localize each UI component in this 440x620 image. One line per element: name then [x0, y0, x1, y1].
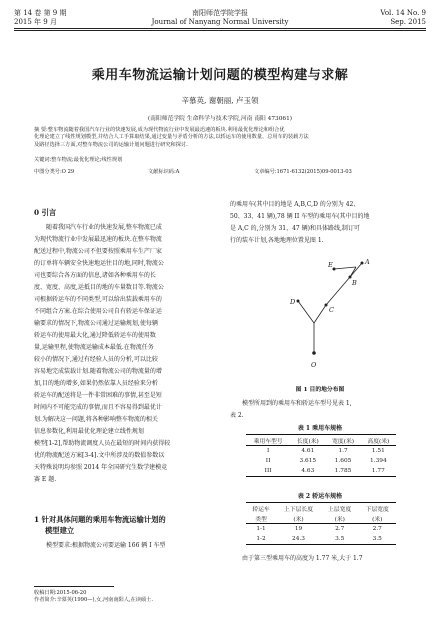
- text-line: 较小的情况下,通过有经验人员的分析,可以比较: [34, 356, 158, 363]
- right-bottom-text: 由于第三型乘用车的高度为 1.77 米,大于 1.7: [242, 555, 363, 562]
- node-c: [325, 304, 328, 307]
- table-cell: 1.605: [334, 458, 352, 464]
- text-line: 行的装车计划,各地地理位置见图 1.: [230, 237, 324, 244]
- carrier-spec-table: [246, 502, 396, 545]
- text-line: 信息参数化,利用最优化理论建立线性规划: [34, 428, 144, 435]
- car-spec-table: [246, 434, 396, 477]
- table2-header-cell: 下层宽度: [365, 506, 389, 513]
- table1-header-row: [246, 435, 396, 446]
- node-d: [297, 300, 300, 303]
- text-line: 司根据轿运车的不同类型,可以给出装载乘用车的: [34, 296, 162, 303]
- text-line: 轿运车的配送将是一件非常困难的事情,甚至是短: [34, 392, 162, 399]
- table-cell: III: [264, 468, 272, 474]
- table2-header-row: [246, 513, 396, 524]
- text-line: 配送过程中,物流公司不但要按照乘用车生产厂家: [34, 248, 162, 255]
- label-b: B: [352, 279, 357, 287]
- route-to-c: [314, 305, 326, 323]
- table2-header-row: [246, 503, 396, 514]
- table-cell: 2.7: [335, 526, 345, 532]
- header-date-en: Sep. 2015: [390, 18, 426, 26]
- figure-caption: 图 1 目的地分布图: [295, 387, 345, 393]
- text-line: 轿运车的使用最大化,通过降低轿运车的使用数: [34, 332, 156, 339]
- table1-caption: 表 1 乘用车规格: [297, 425, 343, 432]
- table-cell: 3.5: [372, 536, 382, 542]
- table-cell: I: [266, 448, 270, 454]
- table-cell: 1.394: [370, 458, 387, 464]
- text-line: 容易地完成装载计划.随着物流公司的物流量的增: [34, 368, 162, 375]
- section-heading-intro: 0 引言: [34, 208, 57, 217]
- label-o: O: [311, 361, 317, 369]
- table2-header-cell: (米): [358, 513, 396, 524]
- text-line: 模型所用到的乘用车和轿运车型号见表 1,: [242, 400, 352, 407]
- table2-header-cell: 上层宽度: [328, 506, 352, 513]
- header-rule-thin: [14, 30, 426, 31]
- right-top-paragraph: [230, 199, 410, 247]
- text-line: 赛 E 题.: [34, 476, 57, 483]
- route-to-d: [298, 301, 314, 323]
- heading-line: 1 针对具体问题的乘用车物流运输计划的: [34, 515, 166, 524]
- table2-header-cell: 类型: [246, 513, 276, 524]
- destination-map-figure: [252, 255, 392, 383]
- journal-name-cn: 南阳师范学院学报: [192, 9, 248, 17]
- table-row: [246, 456, 396, 466]
- abstract: [34, 127, 414, 149]
- table-cell: 3.5: [335, 536, 345, 542]
- intro-paragraph: [34, 222, 214, 486]
- table-cell: 1-2: [256, 536, 266, 542]
- affiliation: (南阳师范学院 生命科学与技术学院,河南 南阳 473061): [147, 116, 293, 122]
- header-left: [14, 9, 67, 27]
- table-row: [246, 446, 396, 457]
- text-line: 为现代物流行业中发展最迅速的板块.在整车物流: [34, 236, 162, 243]
- authors: 辛慕英, 谢朝丽, 卢玉领: [181, 96, 259, 105]
- tables-intro: [230, 398, 410, 422]
- route-to-b: [326, 277, 350, 305]
- header-date: 2015 年 9 月: [14, 18, 57, 26]
- doc-code: 文献标识码:A: [148, 169, 180, 175]
- table-cell: 3.615: [299, 458, 317, 464]
- received-date: 收稿日期:2015-06-20: [34, 590, 87, 596]
- table-cell: II: [265, 458, 271, 464]
- header-right: [380, 9, 426, 27]
- text-line: 的乘用车(其中目的地是 A,B,C,D 的分别为 42、: [230, 201, 360, 208]
- label-a: A: [365, 258, 370, 266]
- table-cell: 1-1: [256, 526, 266, 532]
- table2-caption: 表 2 轿运车规格: [297, 493, 343, 500]
- table-cell: 2.7: [372, 526, 382, 532]
- article-title: 乘用车物流运输计划问题的模型构建与求解: [91, 68, 349, 83]
- text-line: 时间内不可能完成的事情,而且不容易得到最优计: [34, 404, 162, 411]
- text-line: 划.为解决这一问题,将各种影响整车物流的相关: [34, 416, 158, 423]
- text-line: 不同组合方案.在综合使用公司自有轿运车保证运: [34, 308, 162, 315]
- text-line: 输要求的情况下,物流公司通过运输规划,使每辆: [34, 320, 158, 327]
- table2-header-cell: 轿运车: [252, 506, 270, 513]
- table-cell: 4.63: [301, 468, 315, 474]
- article-number: 文章编号:1671-6132(2015)09-0013-03: [254, 169, 352, 175]
- text-line: 随着我国汽车行业的快速发展,整车物流已成: [46, 224, 162, 231]
- table-cell: 1.77: [371, 468, 385, 474]
- footnote: [34, 590, 153, 605]
- node-e: [333, 268, 336, 271]
- table1-header-cell: 长度(米): [290, 435, 325, 446]
- header-rule: [14, 28, 426, 29]
- text-line: 的订单将车辆安全快速地运往目的地,同时,物流公: [34, 260, 164, 267]
- table-cell: 19: [294, 526, 303, 532]
- model-text: 模型要求:根据物流公司要运输 166 辆 I 车型: [46, 542, 166, 549]
- node-o: [312, 351, 316, 355]
- table-row: [246, 524, 396, 535]
- route-to-a-branch: [350, 263, 362, 277]
- classification: 中图分类号:O 29: [34, 169, 75, 175]
- footnote-rule: [34, 586, 114, 587]
- header-volume-en: Vol. 14 No. 9: [380, 9, 426, 17]
- table-cell: 24.3: [292, 536, 305, 542]
- header-center: [120, 9, 320, 27]
- table-row: [246, 534, 396, 545]
- table-cell: 1.51: [371, 448, 385, 454]
- journal-name-en: Journal of Nanyang Normal University: [151, 18, 289, 26]
- header-volume: 第 14 卷 第 9 期: [14, 9, 67, 17]
- text-line: 是 A,C 的,分别为 31、47 辆)和具体路线,制订可: [230, 225, 360, 232]
- heading-line: 模型建立: [45, 526, 75, 535]
- author-bio: 作者简介:辛慕英(1990—),女,河南南阳人,在读硕士.: [34, 597, 153, 604]
- label-c: C: [329, 306, 334, 314]
- table-row: [246, 466, 396, 477]
- text-line: 度、宽度、高度,运抵目的地的车量数目等.物流公: [34, 284, 164, 291]
- table1-header-cell: 高度(米): [361, 435, 396, 446]
- abstract-line: 化理论建立了线性规划模型,并结合人工手算取结果,通过变量与矛盾分析的方法,以轿运车的使用数量、总用车的装载方法: [34, 134, 309, 141]
- text-line: 加,目的地的增多,如果仍然依靠人员经验来分析: [34, 380, 158, 387]
- table-cell: 1.7: [338, 448, 348, 454]
- table-cell: 4.61: [301, 448, 315, 454]
- section-heading-model: [34, 514, 214, 536]
- label-e: E: [328, 261, 333, 269]
- abstract-line: 及路径选择三方面,对整车物流公司的运输计划问题进行研究和探讨.: [34, 141, 188, 148]
- text-line: 天特殊说明均参照 2014 年全国研究生数学建模竞: [34, 464, 168, 471]
- text-line: 司也要综合各方面的信息,诸如各种乘用车的长: [34, 272, 156, 279]
- text-line: 量,运输里程,使物流运输成本最低.在物流任务: [34, 344, 154, 351]
- label-d: D: [290, 298, 296, 306]
- table-cell: 1.785: [334, 468, 352, 474]
- table2-header-cell: 上下层长度: [284, 506, 314, 513]
- table2-header-cell: (米): [321, 513, 359, 524]
- text-line: 模型[1-2],帮助物流调度人员在最短的时间内获得较: [34, 440, 171, 447]
- text-line: 优的物流配送方案[3-4].文中所涉及的数值参数以: [34, 452, 165, 459]
- text-line: 表 2.: [230, 412, 244, 419]
- table1-header-cell: 乘用车型号: [246, 435, 290, 446]
- text-line: 50、33、41 辆),78 辆 II 车型的乘用车(其中目的地: [230, 213, 370, 220]
- table1-header-cell: 宽度(米): [325, 435, 360, 446]
- abstract-line: 摘 要:整车物流随着我国汽车行业的快速发展,成为现代物流行业中发展最迅速的板块.利用最优化理论和组合优: [34, 127, 285, 133]
- route-to-e: [334, 267, 356, 269]
- node-a: [361, 262, 364, 265]
- table2-header-cell: (米): [276, 513, 321, 524]
- keywords: 关键词:整车物流;最优化理论;线性规划: [34, 157, 123, 163]
